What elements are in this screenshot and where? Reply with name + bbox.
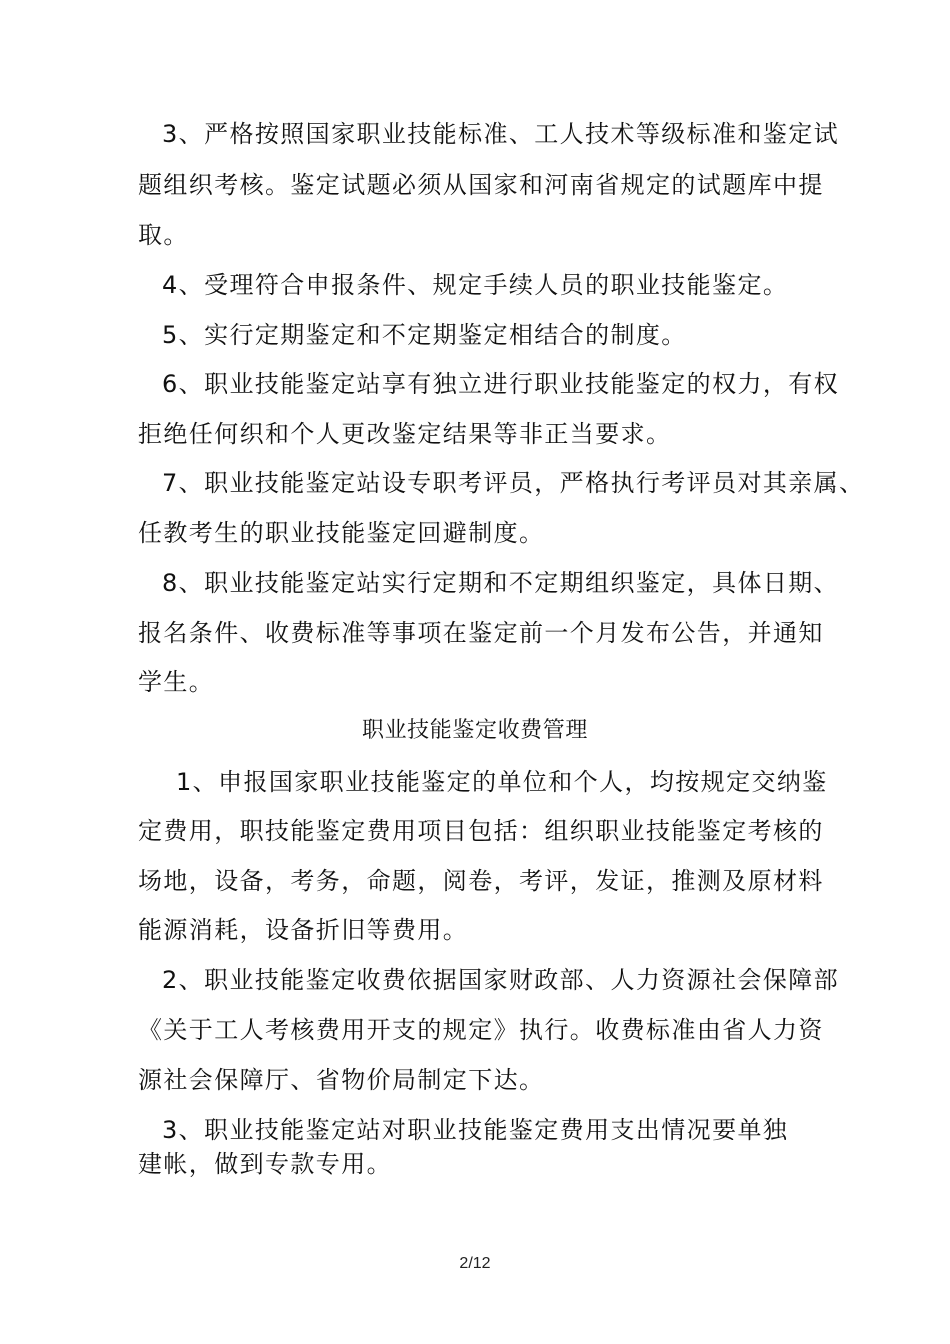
paragraph-5-line-1: 5、实行定期鉴定和不定期鉴定相结合的制度。 <box>162 321 687 349</box>
fee-paragraph-1-line-3: 场地，设备，考务，命题，阅卷，考评，发证，推测及原材料 <box>138 867 824 895</box>
fee-paragraph-2-line-1: 2、职业技能鉴定收费依据国家财政部、人力资源社会保障部 <box>162 966 840 994</box>
fee-paragraph-1-line-1: 1、申报国家职业技能鉴定的单位和个人，均按规定交纳鉴 <box>176 768 828 796</box>
paragraph-6-line-1: 6、职业技能鉴定站享有独立进行职业技能鉴定的权力，有权 <box>162 370 840 398</box>
fee-paragraph-1-line-4: 能源消耗，设备折旧等费用。 <box>138 916 469 944</box>
paragraph-4-line-1: 4、受理符合申报条件、规定手续人员的职业技能鉴定。 <box>162 271 789 299</box>
fee-paragraph-1-line-2: 定费用，职技能鉴定费用项目包括：组织职业技能鉴定考核的 <box>138 817 824 845</box>
paragraph-3-line-1: 3、严格按照国家职业技能标准、工人技术等级标准和鉴定试 <box>162 120 840 148</box>
paragraph-3-line-2: 题组织考核。鉴定试题必须从国家和河南省规定的试题库中提 <box>138 171 824 199</box>
fee-paragraph-3-line-1: 3、职业技能鉴定站对职业技能鉴定费用支出情况要单独 <box>162 1116 789 1144</box>
paragraph-8-line-2: 报名条件、收费标准等事项在鉴定前一个月发布公告，并通知 <box>138 619 824 647</box>
paragraph-6-line-2: 拒绝任何织和个人更改鉴定结果等非正当要求。 <box>138 420 672 448</box>
paragraph-8-line-1: 8、职业技能鉴定站实行定期和不定期组织鉴定，具体日期、 <box>162 569 840 597</box>
fee-paragraph-2-line-3: 源社会保障厅、省物价局制定下达。 <box>138 1066 545 1094</box>
fee-paragraph-2-line-2: 《关于工人考核费用开支的规定》执行。收费标准由省人力资 <box>138 1016 824 1044</box>
fee-paragraph-3-line-2: 建帐，做到专款专用。 <box>138 1150 392 1178</box>
page-number: 2/12 <box>459 1255 491 1272</box>
section-heading: 职业技能鉴定收费管理 <box>361 718 588 743</box>
paragraph-8-line-3: 学生。 <box>138 668 215 696</box>
paragraph-7-line-1: 7、职业技能鉴定站设专职考评员，严格执行考评员对其亲属、 <box>162 469 865 497</box>
paragraph-3-line-3: 取。 <box>138 221 189 249</box>
paragraph-7-line-2: 任教考生的职业技能鉴定回避制度。 <box>138 519 545 547</box>
